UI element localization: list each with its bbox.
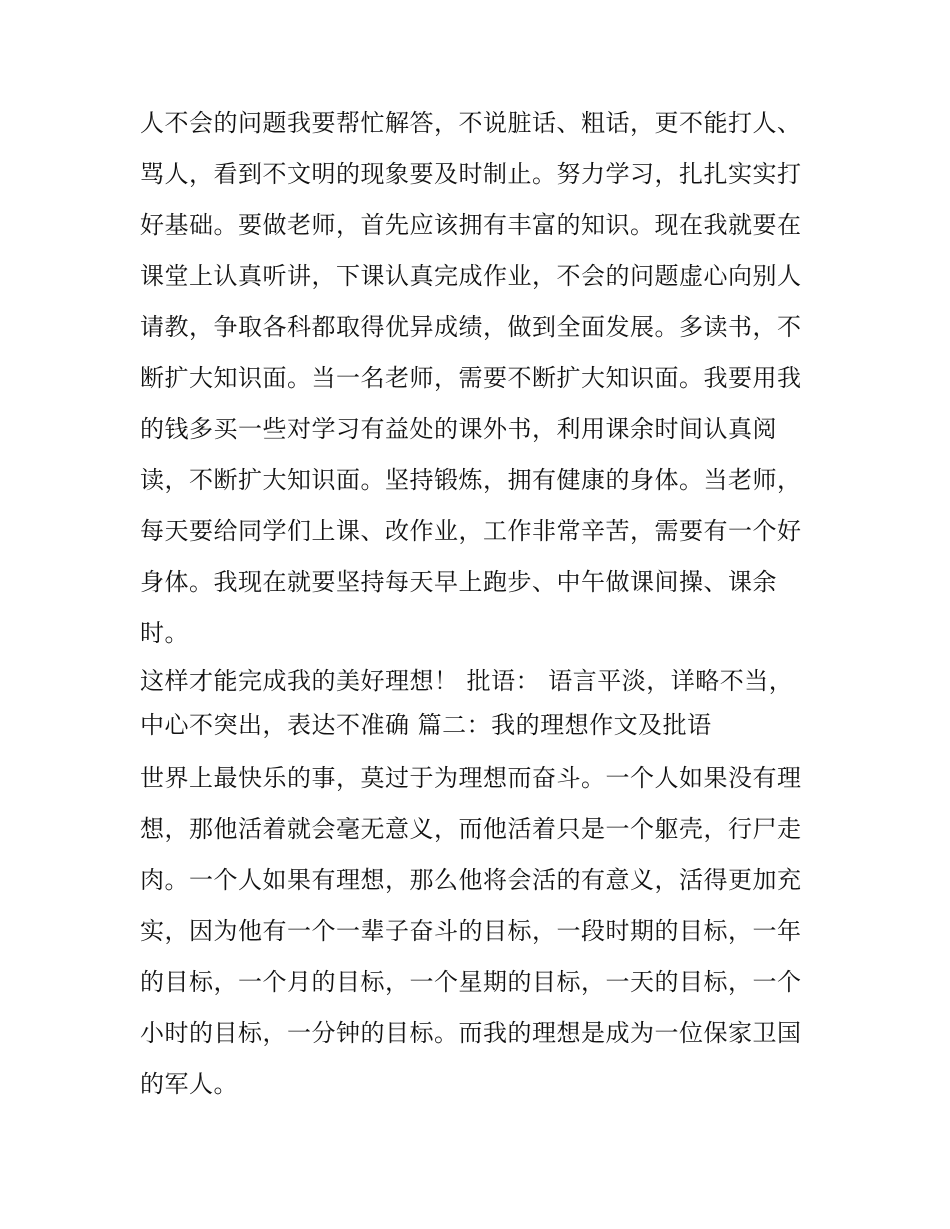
text-line: 时。 — [140, 619, 189, 647]
text-line: 实，因为他有一个一辈子奋斗的目标，一段时期的目标，一年 — [140, 917, 802, 945]
text-line: 断扩大知识面。当一名老师，需要不断扩大知识面。我要用我 — [140, 364, 802, 392]
paragraph-2 — [140, 659, 820, 747]
text-line: 中心不突出，表达不准确 篇二：我的理想作文及批语 — [140, 711, 712, 739]
text-line: 好基础。要做老师，首先应该拥有丰富的知识。现在我就要在 — [140, 211, 802, 239]
text-line: 这样才能完成我的美好理想！ 批语： 语言平淡，详略不当， — [140, 667, 794, 695]
text-line: 身体。我现在就要坚持每天早上跑步、中午做课间操、课余 — [140, 568, 777, 596]
text-line: 人不会的问题我要帮忙解答，不说脏话、粗话，更不能打人、 — [140, 109, 802, 137]
paragraph-1 — [140, 98, 820, 659]
text-line: 的钱多买一些对学习有益处的课外书，利用课余时间认真阅 — [140, 415, 777, 443]
text-line: 的目标，一个月的目标，一个星期的目标，一天的目标，一个 — [140, 968, 802, 996]
text-line: 想，那他活着就会毫无意义，而他活着只是一个躯壳，行尸走 — [140, 815, 802, 843]
text-line: 世界上最快乐的事，莫过于为理想而奋斗。一个人如果没有理 — [140, 764, 802, 792]
text-line: 课堂上认真听讲，下课认真完成作业，不会的问题虚心向别人 — [140, 262, 802, 290]
text-line: 每天要给同学们上课、改作业，工作非常辛苦，需要有一个好 — [140, 517, 802, 545]
text-line: 请教，争取各科都取得优异成绩，做到全面发展。多读书，不 — [140, 313, 802, 341]
document-body — [140, 98, 820, 1110]
paragraph-3 — [140, 753, 820, 1110]
text-line: 读，不断扩大知识面。坚持锻炼，拥有健康的身体。当老师， — [140, 466, 802, 494]
text-line: 的军人。 — [140, 1070, 238, 1098]
text-line: 肉。一个人如果有理想，那么他将会活的有意义，活得更加充 — [140, 866, 802, 894]
text-line: 骂人，看到不文明的现象要及时制止。努力学习，扎扎实实打 — [140, 160, 802, 188]
text-line: 小时的目标，一分钟的目标。而我的理想是成为一位保家卫国 — [140, 1019, 802, 1047]
